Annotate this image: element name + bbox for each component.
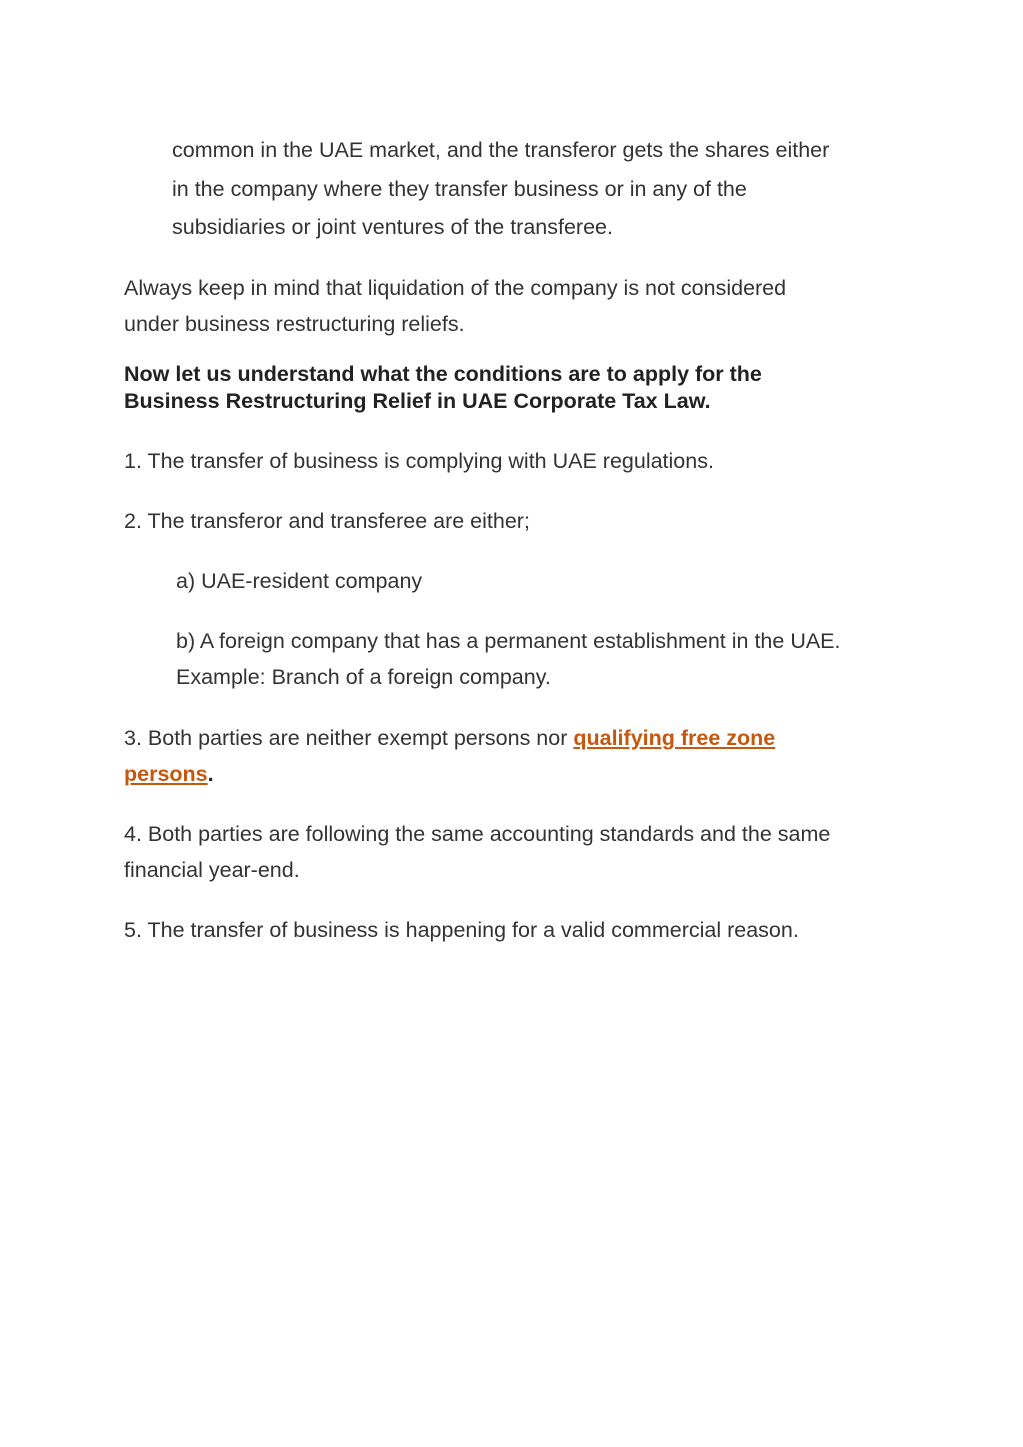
condition-3-line-1 bbox=[124, 728, 775, 750]
section-heading-line-1: Now let us understand what the conditions are to apply for the bbox=[124, 362, 762, 386]
note-line-1: Always keep in mind that liquidation of the company is not considered bbox=[124, 276, 787, 300]
condition-2: 2. The transferor and transferee are either; bbox=[124, 509, 530, 533]
continuation-line-1: common in the UAE market, and the transferor gets the shares either bbox=[172, 138, 830, 162]
condition-3-line-2 bbox=[124, 764, 214, 786]
section-heading-line-2: Business Restructuring Relief in UAE Corporate Tax Law. bbox=[124, 389, 711, 413]
condition-2-option-b-line-1: b) A foreign company that has a permanent establishment in the UAE. bbox=[176, 629, 841, 653]
continuation-line-2: in the company where they transfer business or in any of the bbox=[172, 177, 747, 201]
continuation-line-3: subsidiaries or joint ventures of the transferee. bbox=[172, 215, 613, 239]
condition-4-line-2: financial year-end. bbox=[124, 858, 300, 882]
condition-5: 5. The transfer of business is happening for a valid commercial reason. bbox=[124, 918, 799, 942]
condition-3-prefix: 3. Both parties are neither exempt persons nor bbox=[124, 726, 574, 750]
condition-2-option-b-line-2: Example: Branch of a foreign company. bbox=[176, 665, 551, 689]
condition-2-option-a: a) UAE-resident company bbox=[176, 569, 423, 593]
condition-4-line-1: 4. Both parties are following the same accounting standards and the same bbox=[124, 822, 831, 846]
condition-3-period: . bbox=[207, 762, 214, 786]
qualifying-free-zone-link-continued[interactable]: persons bbox=[124, 762, 208, 786]
note-line-2: under business restructuring reliefs. bbox=[124, 312, 465, 336]
condition-1: 1. The transfer of business is complying with UAE regulations. bbox=[124, 449, 714, 473]
qualifying-free-zone-link[interactable]: qualifying free zone bbox=[573, 726, 776, 750]
